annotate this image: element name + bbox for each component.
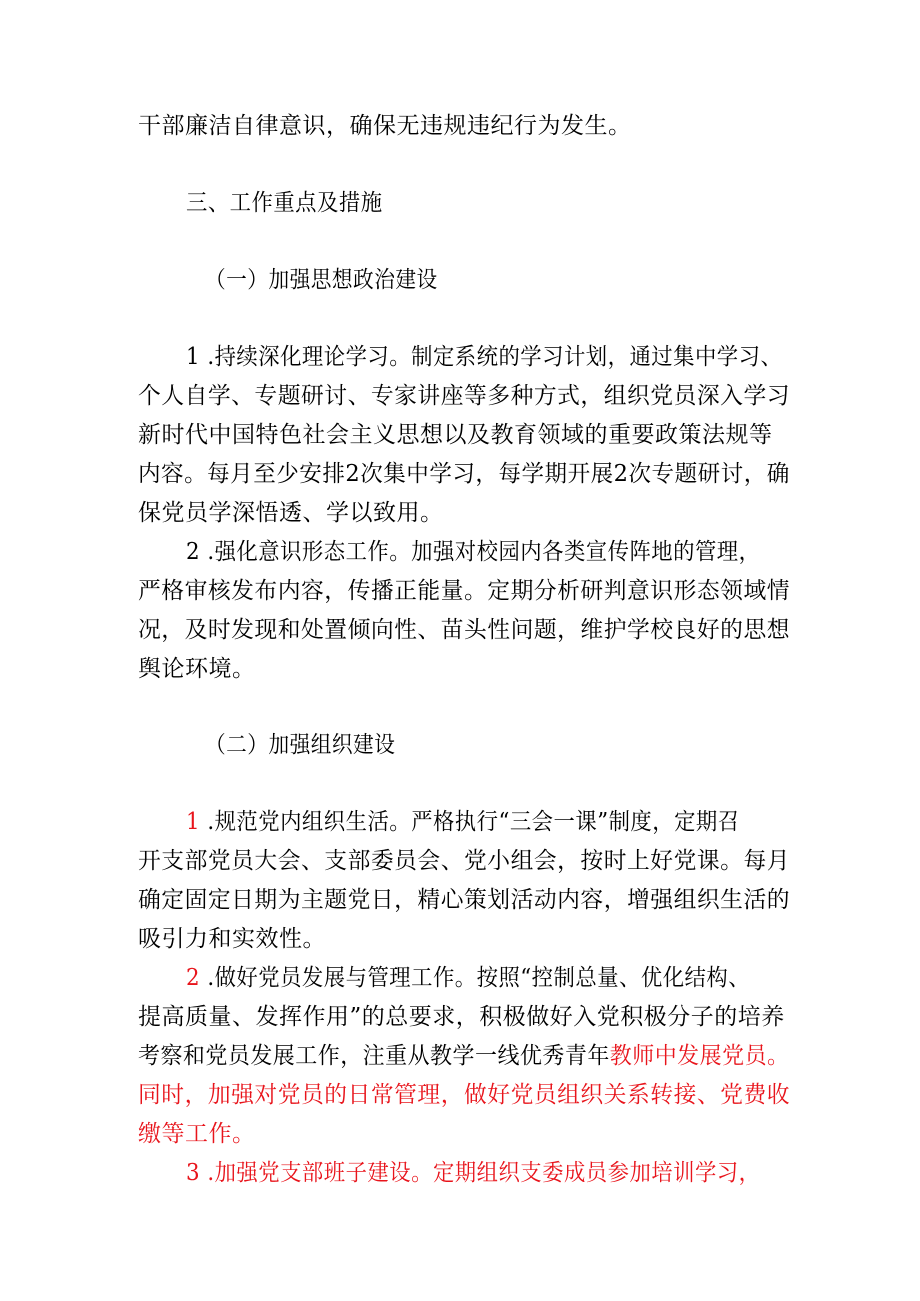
- p4-number: 2: [186, 965, 201, 991]
- sub2-heading: （二）加强组织建设: [205, 732, 396, 758]
- p4-line-3-black: 考察和党员发展工作，注重从教学一线优秀青年: [138, 1043, 610, 1069]
- p3-number: 1: [186, 809, 201, 835]
- section3-heading: 三、工作重点及措施: [186, 190, 383, 216]
- p4-line-4: 同时，加强对党员的日常管理，做好党员组织关系转接、党费收: [138, 1082, 791, 1108]
- p4-line-3-red: 教师中发展党员。: [609, 1043, 790, 1069]
- sub1-heading: （一）加强思想政治建设: [205, 267, 438, 293]
- p2-line-2: 严格审核发布内容，传播正能量。定期分析研判意识形态领域情: [138, 578, 791, 604]
- p5-line-1: 3 .加强党支部班子建设。定期组织支委成员参加培训学习，: [186, 1160, 761, 1186]
- p1-line-5: 保党员学深悟透、学以致用。: [138, 500, 444, 526]
- p3-line-1: [186, 807, 790, 837]
- p3-line-1-text: .规范党内组织生活。严格执行“三会一课”制度，定期召: [200, 809, 740, 835]
- p2-line-4: 舆论环境。: [138, 656, 256, 682]
- p4-line-3: [138, 1041, 790, 1071]
- p2-line-3: 况，及时发现和处置倾向性、苗头性问题，维护学校良好的思想: [138, 617, 791, 643]
- p3-line-4: 吸引力和实效性。: [138, 926, 326, 952]
- p2-line-1: 2 .强化意识形态工作。加强对校园内各类宣传阵地的管理，: [186, 539, 761, 565]
- p4-line-2: 提高质量、发挥作用”的总要求，积极做好入党积极分子的培养: [138, 1004, 785, 1030]
- p3-line-3: 确定固定日期为主题党日，精心策划活动内容，增强组织生活的: [138, 887, 791, 913]
- p1-line-2: 个人自学、专题研讨、专家讲座等多种方式，组织党员深入学习: [138, 383, 791, 409]
- p4-line-5: 缴等工作。: [138, 1121, 256, 1147]
- p1-line-3: 新时代中国特色社会主义思想以及教育领域的重要政策法规等: [138, 422, 773, 448]
- p1-line-4: 内容。每月至少安排2次集中学习，每学期开展2次专题研讨，确: [138, 461, 790, 487]
- p4-line-1: [186, 963, 790, 993]
- p3-line-2: 开支部党员大会、支部委员会、党小组会，按时上好党课。每月: [138, 848, 791, 874]
- p4-line-1-text: .做好党员发展与管理工作。按照“控制总量、优化结构、: [200, 965, 751, 991]
- p1-line-1: 1 .持续深化理论学习。制定系统的学习计划，通过集中学习、: [186, 344, 783, 370]
- intro-tail-line: 干部廉洁自律意识，确保无违规违纪行为发生。: [138, 113, 632, 139]
